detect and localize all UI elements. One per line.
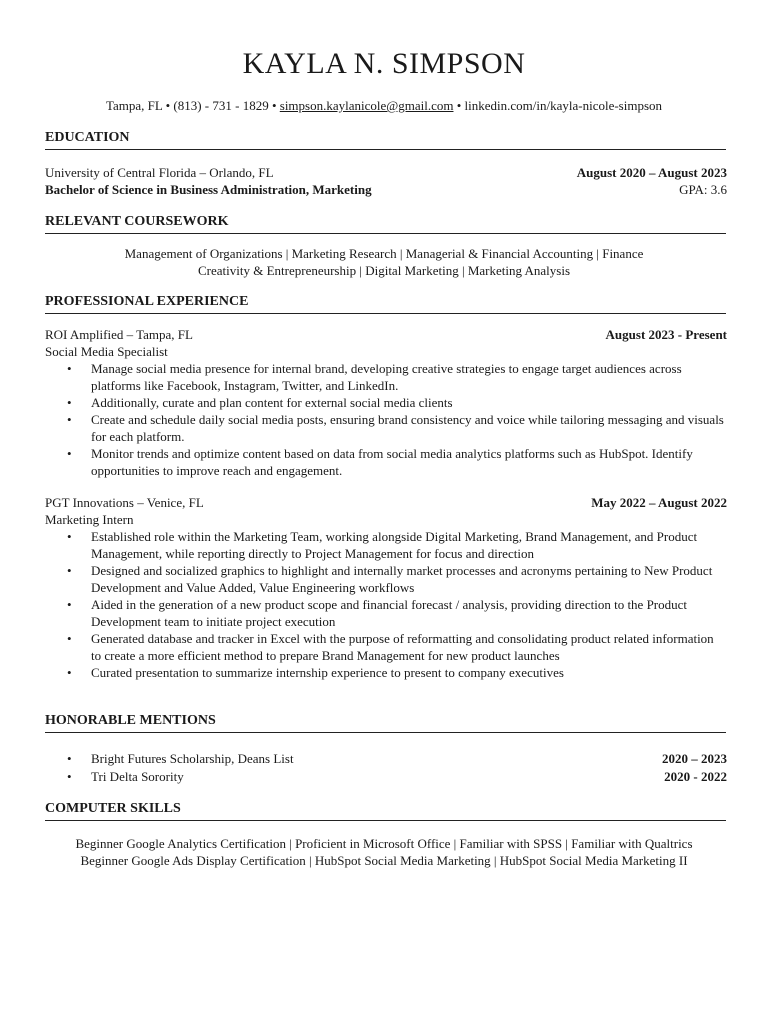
skills-line-2: Beginner Google Ads Display Certification | HubSpot Social Media Marketing | HubSpot Social Media Marketing II (80, 853, 688, 868)
job-company: ROI Amplified – Tampa, FL (45, 327, 193, 342)
coursework-line-2: Creativity & Entrepreneurship | Digital Marketing | Marketing Analysis (197, 263, 571, 278)
education-dates: August 2020 – August 2023 (576, 165, 727, 180)
candidate-name: KAYLA N. SIMPSON (242, 47, 526, 80)
job-title: Social Media Specialist (45, 344, 168, 359)
honor-dates: 2020 - 2022 (664, 769, 727, 784)
section-heading-education: EDUCATION (45, 129, 726, 150)
job-title-row (45, 511, 727, 528)
job-bullets (45, 360, 727, 479)
degree: Bachelor of Science in Business Administration, Marketing (45, 182, 372, 197)
contact-linkedin: • linkedin.com/in/kayla-nicole-simpson (453, 98, 663, 113)
job-bullets (45, 528, 727, 681)
list-item: • Manage social media presence for internal brand, developing creative strategies to engage target audiences across platforms like Facebook, Instagram, Twitter, and LinkedIn. (45, 360, 727, 394)
education-row-school (45, 164, 727, 181)
list-item: • Monitor trends and optimize content based on data from social media analytics platforms such as HubSpot. Identify opportunities to improve reach and engagement. (45, 445, 727, 479)
contact-line (0, 97, 768, 114)
job-title: Marketing Intern (45, 512, 134, 527)
honor-label: • Bright Futures Scholarship, Deans List (45, 750, 294, 767)
list-item: • Additionally, curate and plan content for external social media clients (45, 394, 727, 411)
contact-prefix: Tampa, FL • (813) - 731 - 1829 • (105, 98, 280, 113)
email-link[interactable]: simpson.kaylanicole@gmail.com (279, 98, 454, 113)
list-item: • Established role within the Marketing Team, working alongside Digital Marketing, Brand Management, and Product Management, while reporting directly to Project Management for focus and direction (45, 528, 727, 562)
section-heading-skills: COMPUTER SKILLS (45, 800, 726, 821)
list-item: • Designed and socialized graphics to highlight and internally market processes and acronyms pertaining to New Product Development and Value Added, Value Engineering workflows (45, 562, 727, 596)
gpa: GPA: 3.6 (679, 182, 727, 197)
job-dates: May 2022 – August 2022 (591, 495, 727, 510)
list-item: • Aided in the generation of a new product scope and financial forecast / analysis, providing direction to the Product Development team to initiate project execution (45, 596, 727, 630)
list-item (45, 768, 727, 785)
job-dates: August 2023 - Present (605, 327, 727, 342)
section-heading-honors: HONORABLE MENTIONS (45, 712, 726, 733)
education-row-degree (45, 181, 727, 198)
job-company: PGT Innovations – Venice, FL (45, 495, 204, 510)
honor-dates: 2020 – 2023 (662, 751, 727, 766)
skills-line-1: Beginner Google Analytics Certification | Proficient in Microsoft Office | Familiar with SPSS | Familiar with Qualtrics (75, 836, 693, 851)
list-item: • Create and schedule daily social media posts, ensuring brand consistency and voice while tailoring messaging and visuals for each platform. (45, 411, 727, 445)
job-header (45, 326, 727, 343)
list-item (45, 750, 727, 767)
list-item: • Curated presentation to summarize internship experience to present to company executives (45, 664, 727, 681)
job-header (45, 494, 727, 511)
section-heading-experience: PROFESSIONAL EXPERIENCE (45, 293, 726, 314)
honor-label: • Tri Delta Sorority (45, 768, 184, 785)
list-item: • Generated database and tracker in Excel with the purpose of reformatting and consolidating product related information to create a more efficient method to prepare Brand Management for new product launches (45, 630, 727, 664)
job-title-row (45, 343, 727, 360)
school-name: University of Central Florida – Orlando, FL (45, 165, 274, 180)
coursework-line-1: Management of Organizations | Marketing Research | Managerial & Financial Accounting | Finance (124, 246, 644, 261)
section-heading-coursework: RELEVANT COURSEWORK (45, 213, 726, 234)
